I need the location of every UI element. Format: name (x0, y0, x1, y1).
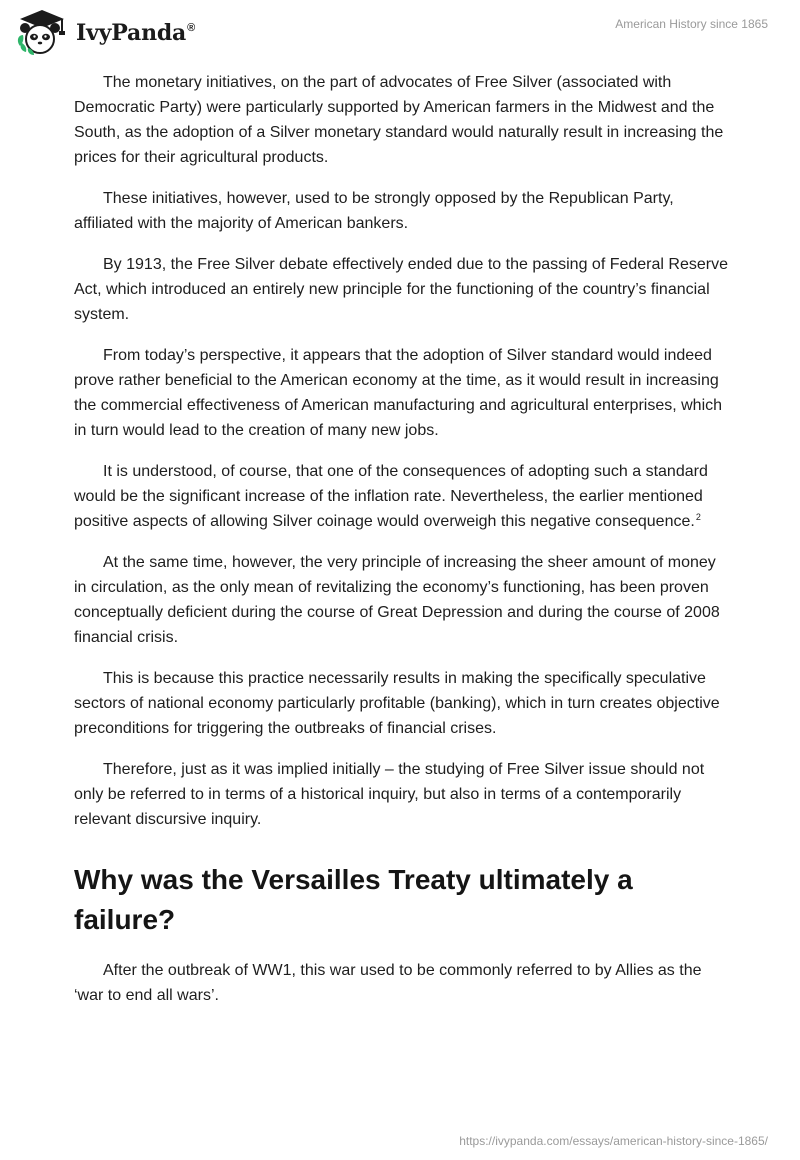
paragraph: The monetary initiatives, on the part of advocates of Free Silver (associated with Democratic Party) were particularly supported by American farmers in the Midwest and the South, as the adoption of a Silver monetary standard would naturally result in increasing the prices for their agricultural products. (74, 74, 724, 166)
paragraph: Therefore, just as it was implied initially – the studying of Free Silver issue should not only be referred to in terms of a historical inquiry, but also in terms of a contemporarily relevant discursive inquiry. (74, 761, 705, 828)
paragraph-text: It is understood, of course, that one of the consequences of adopting such a standard would be the significant increase of the inflation rate. Nevertheless, the earlier mentioned positive aspects of allowing Silver coinage would overweigh this negative consequence. (74, 463, 708, 530)
paragraph: This is because this practice necessarily results in making the specifically speculative sectors of national economy particularly profitable (banking), which in turn creates objective preconditions for triggering the outbreaks of financial crises. (74, 670, 720, 737)
footnote-reference[interactable]: 2 (695, 512, 701, 522)
paragraph: These initiatives, however, used to be strongly opposed by the Republican Party, affiliated with the majority of American bankers. (74, 190, 674, 232)
running-title: American History since 1865 (615, 17, 768, 31)
logo-text: IvyPanda (76, 20, 187, 46)
paragraph: By 1913, the Free Silver debate effectively ended due to the passing of Federal Reserve Act, which introduced an entirely new principle for the functioning of the country’s financial system. (74, 256, 728, 323)
paragraph: After the outbreak of WW1, this war used to be commonly referred to by Allies as the ‘war to end all wars’. (74, 962, 702, 1004)
ivypanda-logo[interactable] (14, 8, 195, 56)
paragraph: At the same time, however, the very principle of increasing the sheer amount of money in circulation, as the only mean of revitalizing the economy’s functioning, has been proven conceptually deficient during the course of Great Depression and during the course of 2008 financial crisis. (74, 554, 720, 646)
panda-graduation-cap-icon (14, 8, 70, 56)
paragraph: From today’s perspective, it appears that the adoption of Silver standard would indeed prove rather beneficial to the American economy at the time, as it would result in increasing the commercial effectiveness of American manufacturing and agricultural enterprises, which in turn would lead to the creation of many new jobs. (74, 347, 723, 439)
page-header (0, 0, 800, 64)
paragraph-with-footnote (74, 459, 730, 534)
registered-mark: ® (187, 22, 196, 34)
source-url[interactable]: https://ivypanda.com/essays/american-history-since-1865/ (459, 1134, 768, 1148)
section-heading: Why was the Versailles Treaty ultimately a failure? (74, 864, 633, 935)
essay-body (74, 70, 730, 1024)
logo-wordmark (76, 20, 195, 46)
